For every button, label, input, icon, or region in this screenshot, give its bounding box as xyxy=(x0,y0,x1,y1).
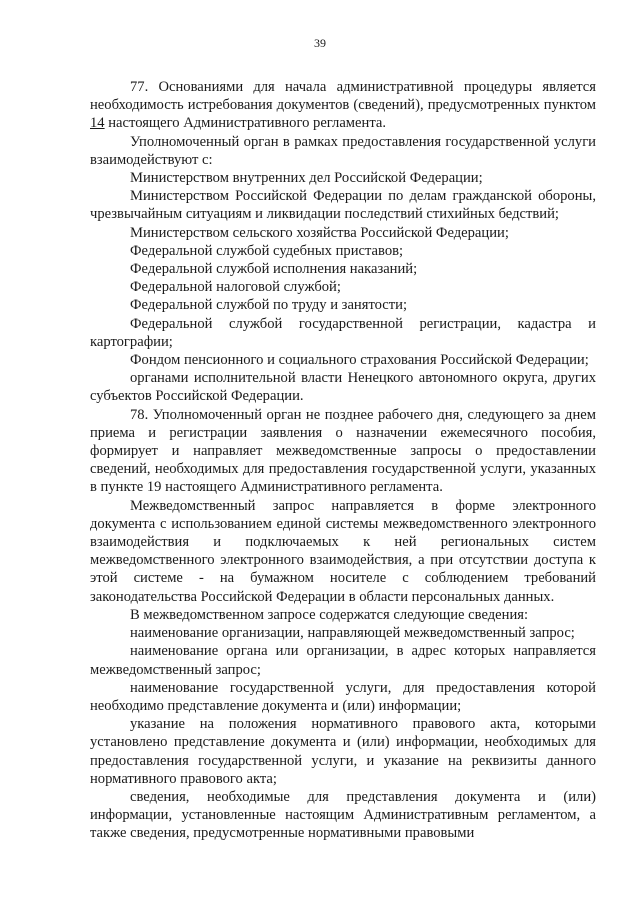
list-item-tax: Федеральной налоговой службой; xyxy=(130,279,341,296)
list-item-labor: Федеральной службой по труду и занятости; xyxy=(130,297,408,314)
list-item-mchs: Министерством Российской Федерации по делам гражданской обороны, чрезвычайным ситуациям и ликвидации последствий стихийных бедствий; xyxy=(90,188,596,223)
list-item-mvd: Министерством внутренних дел Российской Федерации; xyxy=(130,170,483,187)
list-item-penitentiary: Федеральной службой исполнения наказаний; xyxy=(130,261,418,278)
list-item-recipient-name: наименование органа или организации, в адрес которых направляется межведомственный запрос; xyxy=(90,643,596,678)
list-item-bailiffs: Федеральной службой судебных приставов; xyxy=(130,242,404,259)
paragraph-77: 77. Основаниями для начала административной процедуры является необходимость истребования документов (сведений), предусмотренных пунктом 14 настоящего Административного регламента. xyxy=(90,79,596,132)
paragraph-request-form: Межведомственный запрос направляется в форме электронного документа с использованием единой системы межведомственного электронного взаимодействия и подключаемых к ней региональных систем межведомственного электронного взаимодействия, а при отсутствии доступа к этой системе - на бумажном носителе с соблюдением требований законодательства Российской Федерации в области персональных данных. xyxy=(90,497,596,605)
paragraph-request-contents: В межведомственном запросе содержатся следующие сведения: xyxy=(130,606,529,623)
list-item-rosreestr: Федеральной службой государственной регистрации, кадастра и картографии; xyxy=(90,315,596,350)
list-item-legal-act: указание на положения нормативного правового акта, которыми установлено представление документа и (или) информации, необходимых для предоставления государственной услуги, и указание на реквизиты данного нормативного правового акта; xyxy=(90,716,596,787)
list-item-sender-name: наименование организации, направляющей межведомственный запрос; xyxy=(130,625,575,642)
list-item-social-fund: Фондом пенсионного и социального страхования Российской Федерации; xyxy=(130,352,589,369)
page-number: 39 xyxy=(314,36,326,50)
list-item-required-info: сведения, необходимые для представления документа и (или) информации, установленные настоящим Административным регламентом, а также сведения, предусмотренные нормативными правовыми xyxy=(90,788,596,842)
paragraph-interaction-intro: Уполномоченный орган в рамках предоставления государственной услуги взаимодействуют с: xyxy=(90,133,596,168)
list-item-service-name: наименование государственной услуги, для предоставления которой необходимо представление документа и (или) информации; xyxy=(90,679,596,714)
paragraph-78: 78. Уполномоченный орган не позднее рабочего дня, следующего за днем приема и регистрации заявления о назначении ежемесячного пособия, формирует и направляет межведомственные запросы о предоставлении сведений, необходимых для предоставления государственной услуги, указанных в пункте 19 настоящего Административного регламента. xyxy=(90,406,596,496)
document-body xyxy=(90,78,596,843)
list-item-agriculture: Министерством сельского хозяйства Российской Федерации; xyxy=(130,224,509,241)
list-item-regional-authorities: органами исполнительной власти Ненецкого автономного округа, других субъектов Российской Федерации. xyxy=(90,370,596,405)
